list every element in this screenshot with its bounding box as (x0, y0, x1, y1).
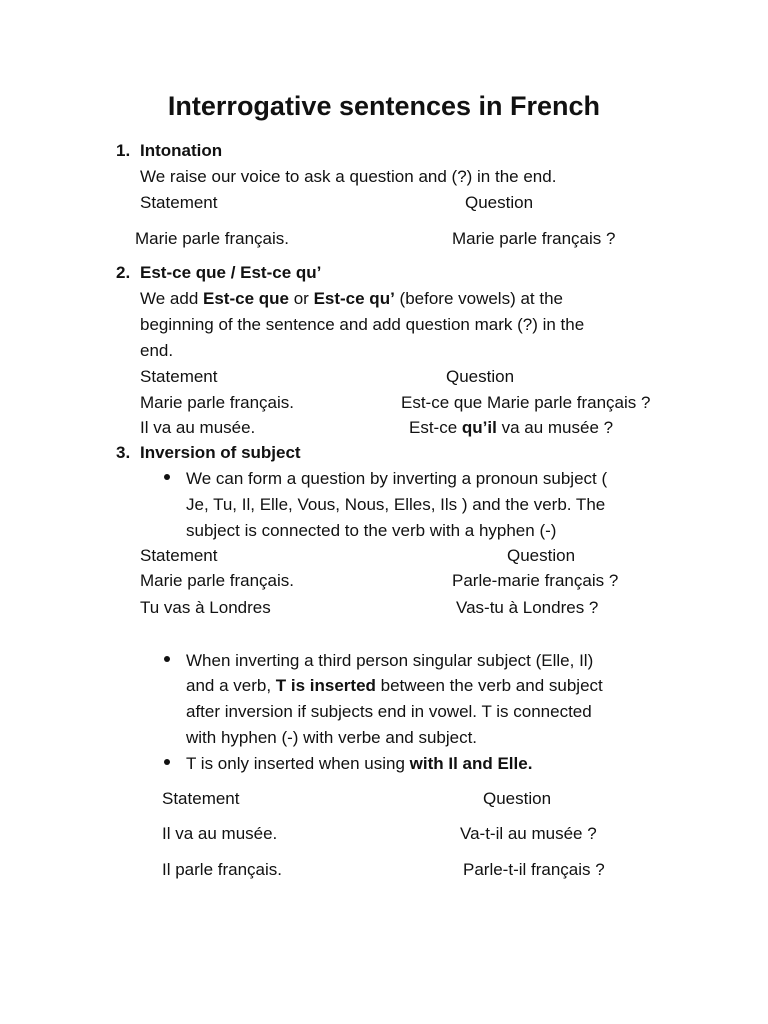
section-3-heading: Inversion of subject (140, 443, 301, 462)
section-3-example-4-statement: Il parle français. (162, 860, 282, 879)
section-2-statement-header: Statement (140, 367, 218, 386)
section-2-description-line-1 (140, 286, 563, 312)
section-2-example-1-question: Est-ce que Marie parle français ? (401, 393, 651, 412)
bullet-3-line (186, 751, 532, 777)
section-3-example-2-question: Vas-tu à Londres ? (456, 598, 599, 617)
section-1-question-header: Question (465, 193, 534, 212)
section-3-statement-header-2: Statement (162, 789, 240, 808)
section-1-example-statement: Marie parle français. (135, 229, 290, 248)
desc-text: or (289, 289, 314, 308)
bullet-1-line-3: subject is connected to the verb with a hyphen (-) (186, 521, 557, 540)
bullet-2-line-1: When inverting a third person singular subject (Elle, Il) (186, 651, 594, 670)
section-3-example-2-statement: Tu vas à Londres (140, 598, 271, 617)
section-3-example-1-question: Parle-marie français ? (452, 571, 619, 590)
bullet-2-line-3: after inversion if subjects end in vowel. T is connected (186, 702, 592, 721)
section-1-example-question: Marie parle français ? (452, 229, 616, 248)
section-3-example-3-question: Va-t-il au musée ? (460, 824, 597, 843)
qu-il-term: qu’il (461, 418, 497, 437)
b3-text: T is only inserted when using (186, 754, 410, 773)
section-2-example-2-question (409, 415, 613, 441)
section-1-description: We raise our voice to ask a question and (?) in the end. (140, 167, 557, 186)
section-3-example-3-statement: Il va au musée. (162, 824, 278, 843)
section-1-statement-header: Statement (140, 193, 218, 212)
bullet-2-line-4: with hyphen (-) with verbe and subject. (186, 728, 478, 747)
bullet-2-line-2 (186, 673, 603, 699)
b2-text: and a verb, (186, 676, 276, 695)
desc-text: We add (140, 289, 204, 308)
section-3-example-4-question: Parle-t-il français ? (463, 860, 605, 879)
t-is-inserted-term: T is inserted (275, 676, 376, 695)
section-3-example-1-statement: Marie parle français. (140, 571, 295, 590)
page-title: Interrogative sentences in French (167, 91, 601, 121)
section-3-number: 3. (116, 443, 131, 462)
section-3-statement-header: Statement (140, 546, 218, 565)
section-2-question-header: Question (446, 367, 515, 386)
bullet-1-line-2: Je, Tu, Il, Elle, Vous, Nous, Elles, Ils ) and the verb. The (186, 495, 606, 514)
bullet-icon (164, 759, 170, 765)
section-1-number: 1. (116, 141, 131, 160)
section-2-description-line-3: end. (140, 341, 174, 360)
b2-text: between the verb and subject (375, 676, 603, 695)
section-2-heading: Est-ce que / Est-ce qu’ (140, 263, 322, 282)
section-2-example-1-statement: Marie parle français. (140, 393, 295, 412)
desc-text: (before vowels) at the (394, 289, 564, 308)
section-1-heading: Intonation (140, 141, 223, 160)
bullet-icon (164, 656, 170, 662)
bullet-icon (164, 474, 170, 480)
bullet-1-line-1: We can form a question by inverting a pronoun subject ( (186, 469, 608, 488)
section-2-description-line-2: beginning of the sentence and add question mark (?) in the (140, 315, 585, 334)
est-ce-qu-term: Est-ce qu’ (313, 289, 395, 308)
section-3-question-header: Question (507, 546, 576, 565)
il-elle-term: with Il and Elle. (409, 754, 533, 773)
est-ce-que-term: Est-ce que (203, 289, 289, 308)
q-text: Est-ce (409, 418, 462, 437)
q-text: va au musée ? (496, 418, 614, 437)
section-2-number: 2. (116, 263, 131, 282)
section-3-question-header-2: Question (483, 789, 552, 808)
section-2-example-2-statement: Il va au musée. (140, 418, 256, 437)
